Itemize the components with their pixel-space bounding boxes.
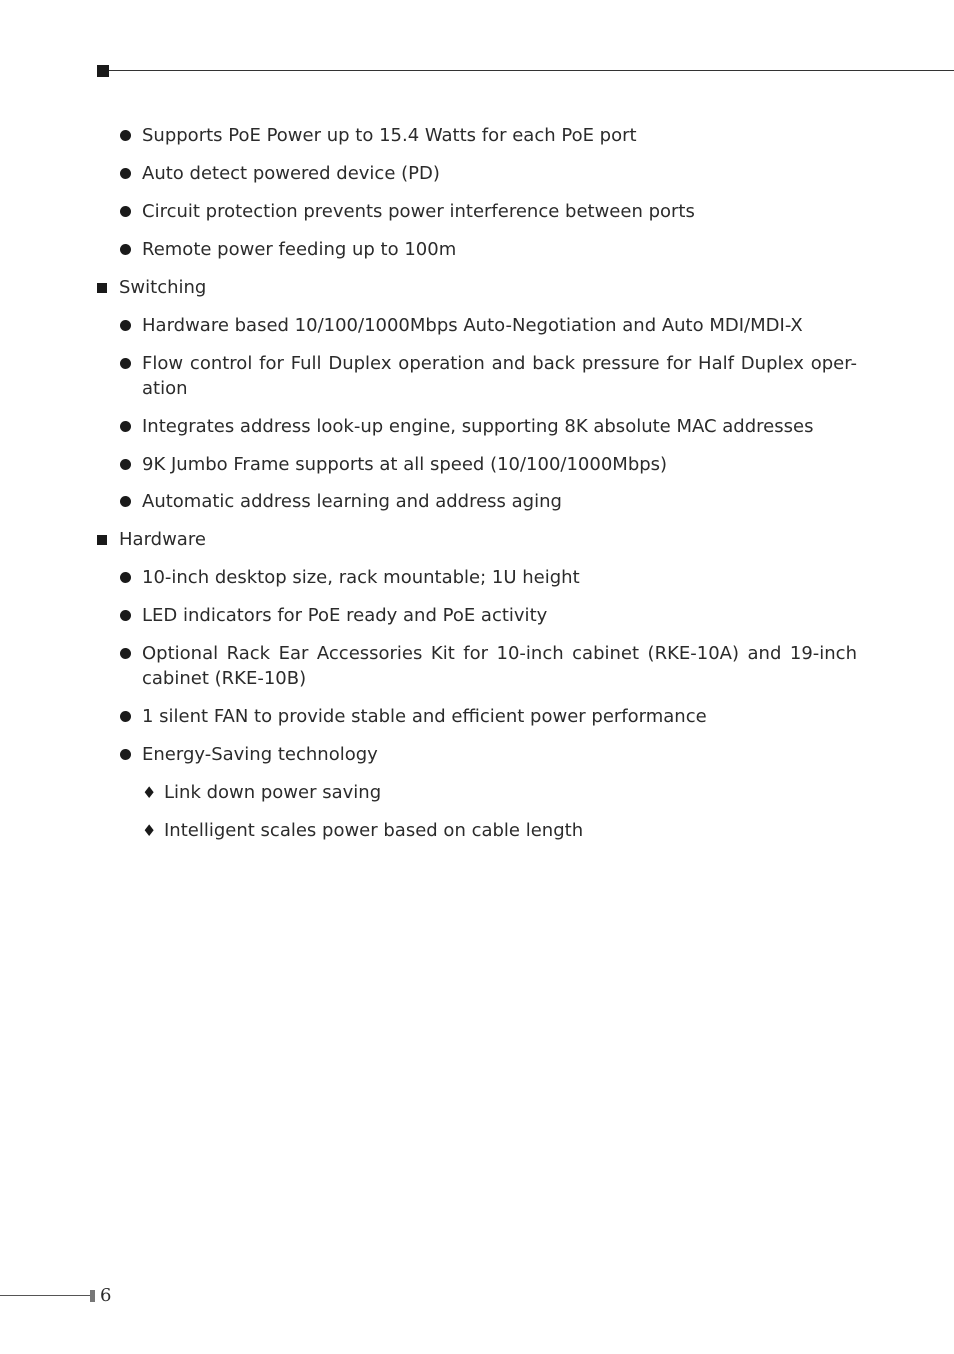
list-item bbox=[120, 161, 857, 186]
list-item bbox=[120, 237, 857, 262]
bullet-dot-icon bbox=[120, 711, 131, 722]
list-item bbox=[120, 742, 857, 767]
list-item-text: Hardware based 10/100/1000Mbps Auto-Negotiation and Auto MDI/MDI-X bbox=[142, 315, 803, 336]
list-item-text: Automatic address learning and address aging bbox=[142, 491, 562, 512]
footer-rule bbox=[0, 1295, 90, 1296]
bullet-dot-icon bbox=[120, 168, 131, 179]
list-item bbox=[120, 199, 857, 224]
sub-list-item-text: Link down power saving bbox=[164, 782, 382, 803]
bullet-dot-icon bbox=[120, 572, 131, 583]
list-item-text: Supports PoE Power up to 15.4 Watts for each PoE port bbox=[142, 125, 637, 146]
bullet-dot-icon bbox=[120, 459, 131, 470]
bullet-dot-icon bbox=[120, 130, 131, 141]
header-square-mark bbox=[97, 65, 109, 77]
sub-list-item bbox=[142, 780, 381, 805]
list-item bbox=[120, 603, 857, 628]
bullet-dot-icon bbox=[120, 244, 131, 255]
bullet-square-icon bbox=[97, 283, 107, 293]
list-item-text: Remote power feeding up to 100m bbox=[142, 239, 457, 260]
section-heading-text: Switching bbox=[119, 277, 207, 298]
footer-tick-mark bbox=[90, 1290, 95, 1302]
header-rule bbox=[104, 70, 954, 71]
sub-list-item bbox=[142, 818, 583, 843]
list-item-text: Flow control for Full Duplex operation and back pressure for Half Duplex oper-ation bbox=[142, 353, 857, 399]
bullet-dot-icon bbox=[120, 421, 131, 432]
bullet-dot-icon bbox=[120, 749, 131, 760]
diamond-bullet-icon: ♦ bbox=[142, 783, 157, 802]
list-item bbox=[120, 641, 857, 691]
bullet-dot-icon bbox=[120, 206, 131, 217]
section-heading-switching bbox=[97, 275, 206, 300]
list-item-text: Optional Rack Ear Accessories Kit for 10-inch cabinet (RKE-10A) and 19-inch cabinet (RKE-10B) bbox=[142, 643, 857, 689]
list-item bbox=[120, 351, 857, 401]
list-item-text: Energy-Saving technology bbox=[142, 744, 378, 765]
bullet-dot-icon bbox=[120, 610, 131, 621]
bullet-square-icon bbox=[97, 535, 107, 545]
list-item bbox=[120, 565, 857, 590]
bullet-dot-icon bbox=[120, 496, 131, 507]
list-item bbox=[120, 313, 857, 338]
list-item-text: Integrates address look-up engine, supporting 8K absolute MAC addresses bbox=[142, 416, 814, 437]
list-item-text: Auto detect powered device (PD) bbox=[142, 163, 440, 184]
list-item-text: LED indicators for PoE ready and PoE activity bbox=[142, 605, 548, 626]
sub-list-item-text: Intelligent scales power based on cable length bbox=[164, 820, 584, 841]
bullet-dot-icon bbox=[120, 648, 131, 659]
list-item bbox=[120, 704, 857, 729]
list-item-text: Circuit protection prevents power interference between ports bbox=[142, 201, 695, 222]
list-item bbox=[120, 123, 857, 148]
section-heading-text: Hardware bbox=[119, 529, 206, 550]
list-item-text: 10-inch desktop size, rack mountable; 1U height bbox=[142, 567, 580, 588]
section-heading-hardware bbox=[97, 527, 206, 552]
list-item bbox=[120, 489, 857, 514]
page-number: 6 bbox=[100, 1285, 112, 1306]
bullet-dot-icon bbox=[120, 358, 131, 369]
diamond-bullet-icon: ♦ bbox=[142, 821, 157, 840]
bullet-dot-icon bbox=[120, 320, 131, 331]
list-item-text: 9K Jumbo Frame supports at all speed (10/100/1000Mbps) bbox=[142, 454, 668, 475]
list-item-text: 1 silent FAN to provide stable and efficient power performance bbox=[142, 706, 707, 727]
list-item bbox=[120, 414, 857, 439]
list-item bbox=[120, 452, 857, 477]
